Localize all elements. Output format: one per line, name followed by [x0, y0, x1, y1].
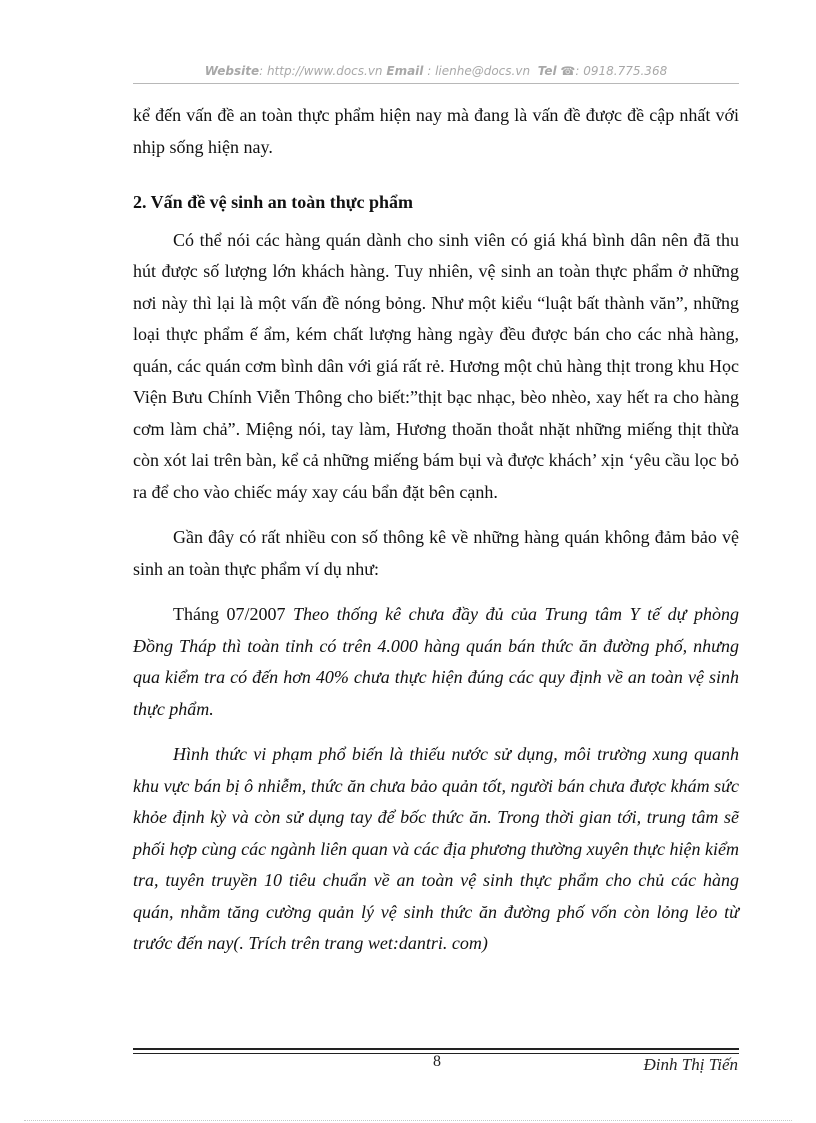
page-number: 8 — [433, 1053, 441, 1070]
page-bottom-border — [24, 1120, 792, 1121]
section-heading: 2. Vấn đề vệ sinh an toàn thực phẩm — [133, 192, 414, 212]
paragraph-3-text: Theo thống kê chưa đầy đủ của Trung tâm Y tế dự phòng Đồng Tháp thì toàn tỉnh có trên 4.000 hàng quán bán thức ăn đường phố, nhưng qua kiểm tra có đến hơn 40% chưa thực hiện đúng các quy định về an toàn vệ sinh thực phẩm. — [133, 604, 739, 719]
phone-icon: ☎ — [560, 64, 576, 78]
paragraph-continued: kể đến vấn đề an toàn thực phẩm hiện nay mà đang là vấn đề được đề cập nhất với nhịp sống hiện nay. — [133, 105, 739, 157]
paragraph-2: Gần đây có rất nhiều con số thông kê về những hàng quán không đảm bảo vệ sinh an toàn thực phẩm ví dụ như: — [133, 527, 739, 579]
email-label: Email — [386, 64, 424, 78]
website-value: : http://www.docs.vn — [259, 64, 383, 78]
header-divider — [133, 83, 739, 84]
page-header — [133, 64, 739, 78]
email-value: : lienhe@docs.vn — [423, 64, 531, 78]
document-body — [133, 100, 739, 960]
paragraph-1: Có thể nói các hàng quán dành cho sinh viên có giá khá bình dân nên đã thu hút được số lượng lớn khách hàng. Tuy nhiên, vệ sinh an toàn thực phẩm ở những nơi này thì lại là một vấn đề nóng bỏng. Như một kiểu “luật bất thành văn”, những loại thực phẩm ế ẩm, kém chất lượng hàng ngày đều được bán cho các nhà hàng, quán, các quán cơm bình dân với giá rất rẻ. Hương một chủ hàng thịt trong khu Học Viện Bưu Chính Viễn Thông cho biết:”thịt bạc nhạc, bèo nhèo, xay hết ra cho hàng cơm làm chả”. Miệng nói, tay làm, Hương thoăn thoắt nhặt những miếng thịt thừa còn xót lai trên bàn, kể cả những miếng bám bụi và được khách’ xịn ‘yêu cầu lọc bỏ ra để cho vào chiếc máy xay cáu bẩn đặt bên cạnh. — [133, 229, 739, 502]
paragraph-4: Hình thức vi phạm phổ biến là thiếu nước sử dụng, môi trường xung quanh khu vực bán bị ô nhiễm, thức ăn chưa bảo quản tốt, người bán chưa được khám sức khỏe định kỳ và còn sử dụng tay để bốc thức ăn. Trong thời gian tới, trung tâm sẽ phối hợp cùng các ngành liên quan và các địa phương thường xuyên thực hiện kiểm tra, tuyên truyền 10 tiêu chuẩn về an toàn vệ sinh thực phẩm cho chủ các hàng quán, nhằm tăng cường quản lý vệ sinh thức ăn đường phố vốn còn lỏng lẻo từ trước đến nay(. Trích trên trang wet:dantri. com) — [133, 744, 739, 953]
tel-value: : 0918.775.368 — [575, 64, 668, 78]
paragraph-3 — [133, 599, 739, 725]
footer-author: Đinh Thị Tiến — [643, 1055, 738, 1074]
tel-label: Tel — [537, 64, 557, 78]
website-label: Website — [204, 64, 260, 78]
paragraph-3-date: Tháng 07/2007 — [173, 604, 286, 624]
